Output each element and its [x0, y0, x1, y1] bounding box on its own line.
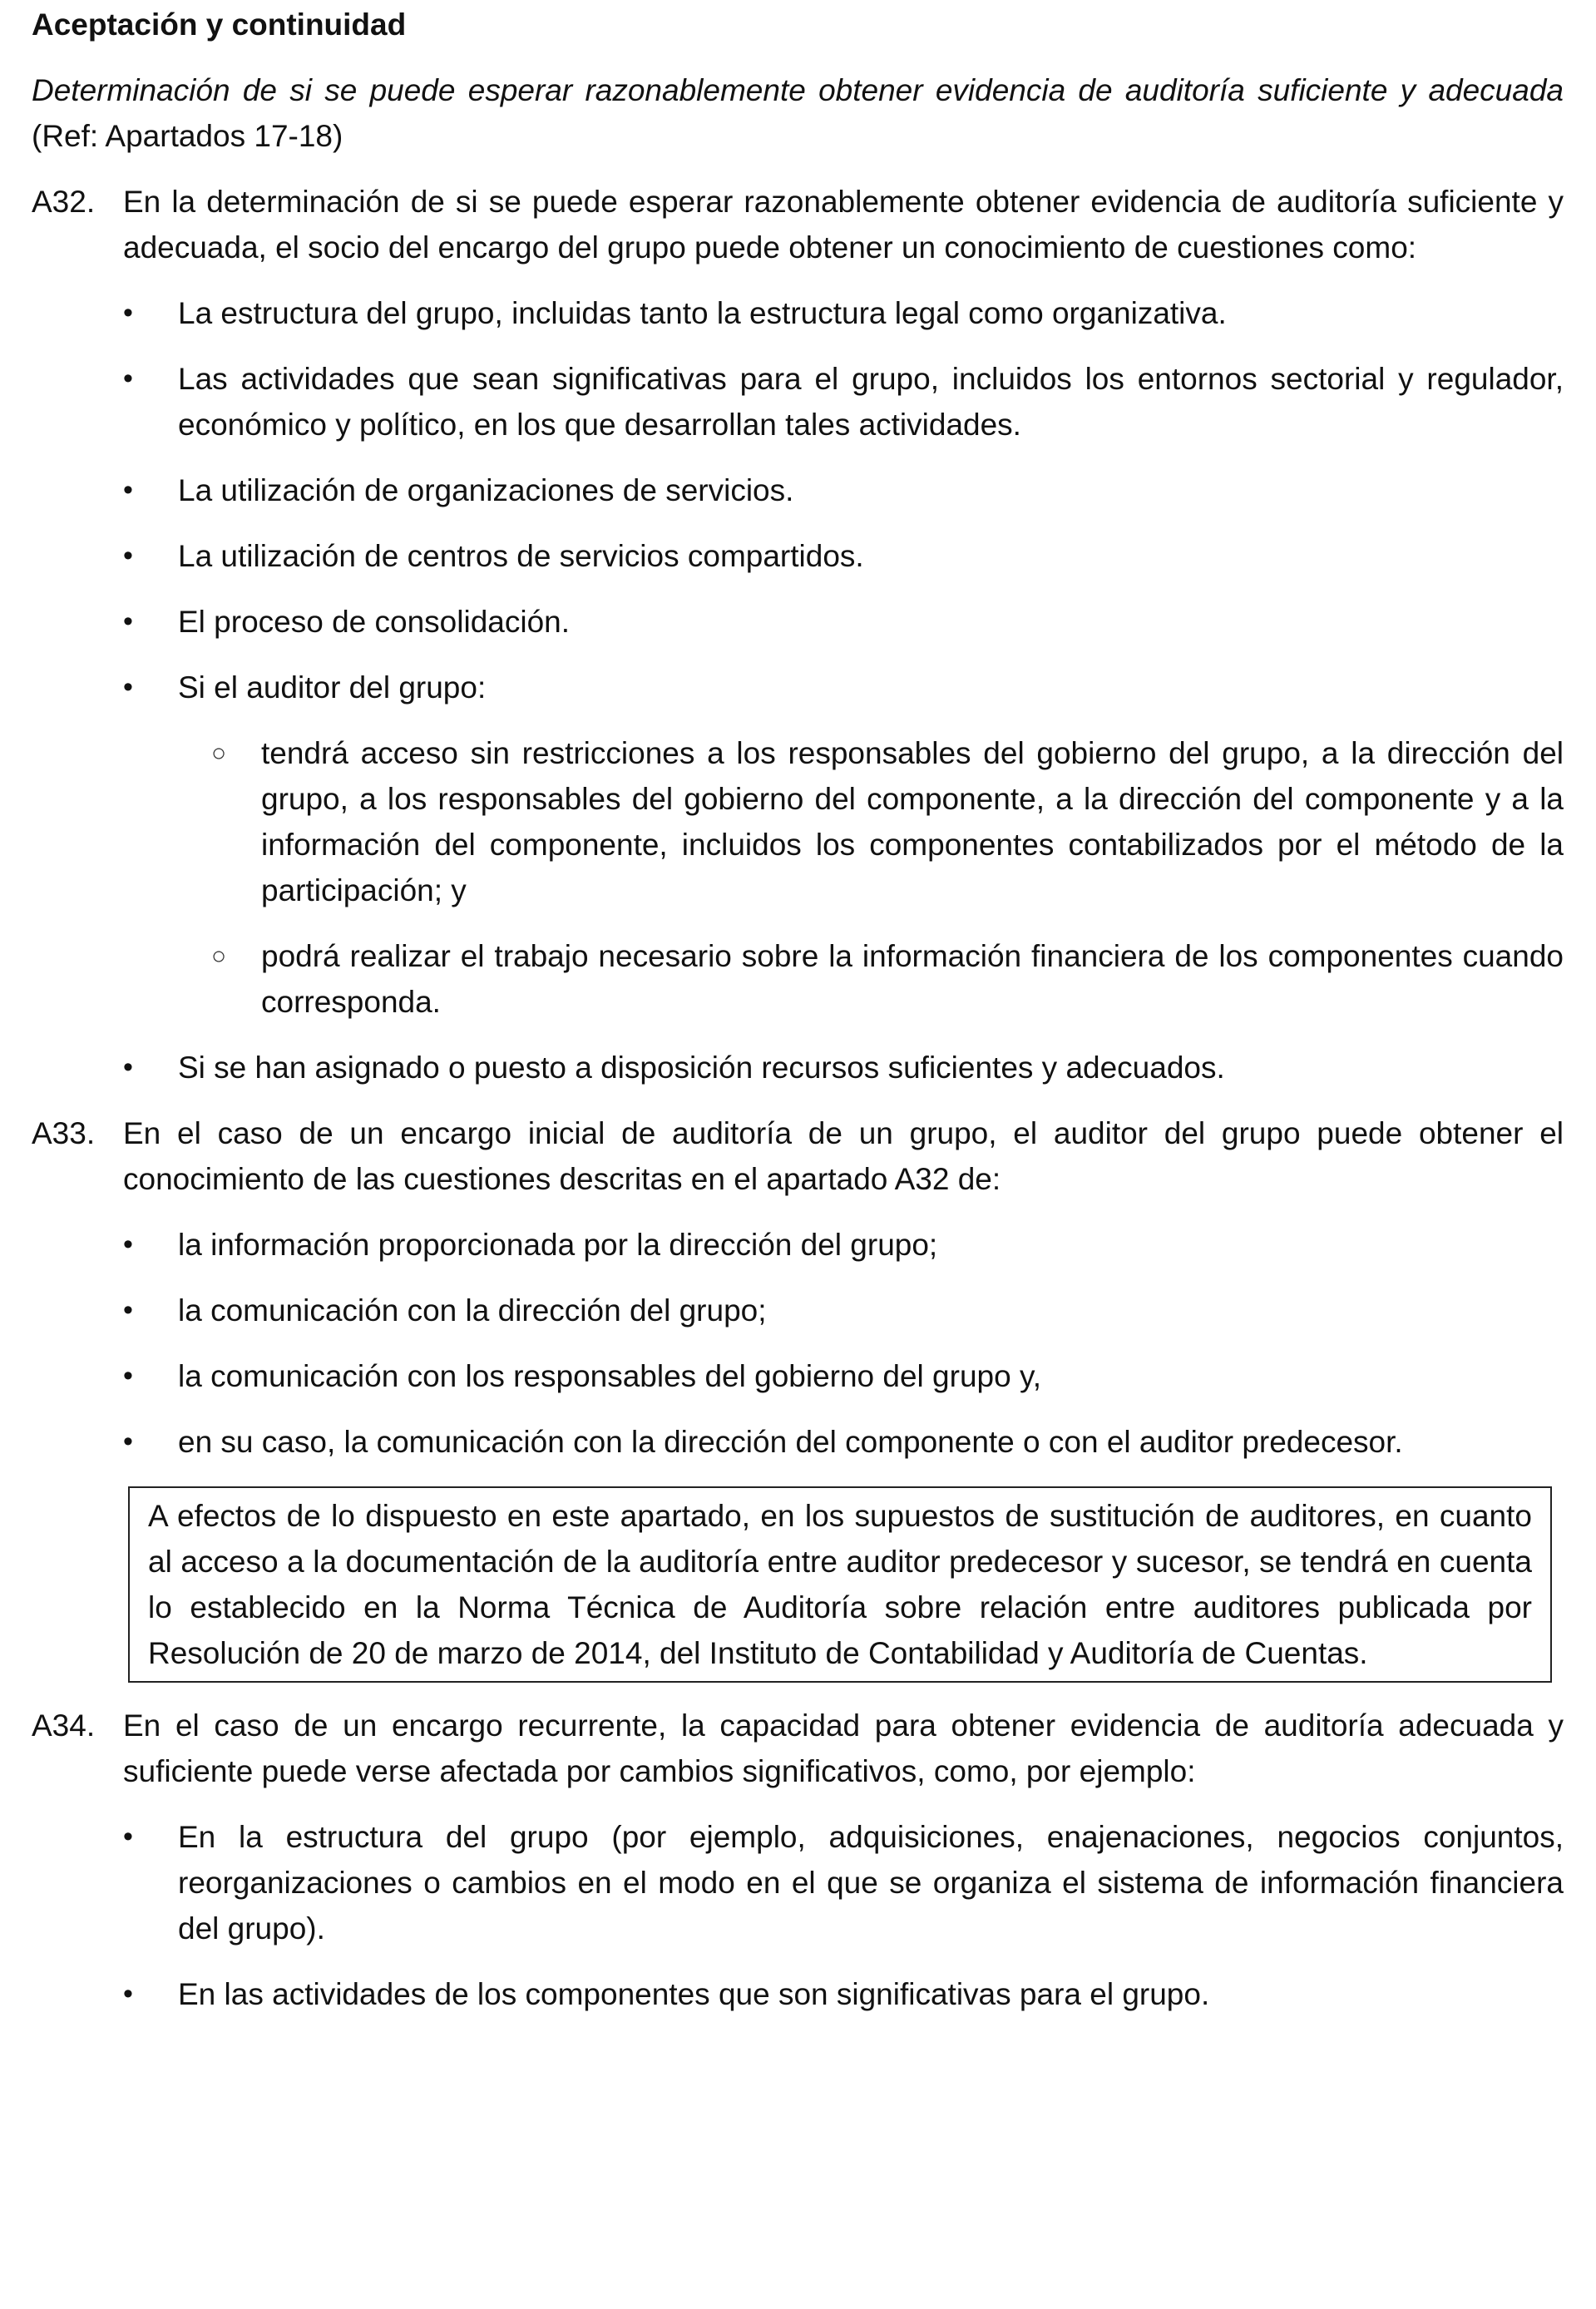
bullet-icon: •	[123, 363, 133, 394]
list-item	[32, 1353, 1564, 1399]
list-item	[32, 1419, 1564, 1465]
paragraph-text: En el caso de un encargo recurrente, la capacidad para obtener evidencia de auditoría adecuada y suficiente puede verse afectada por cambios significativos, como, por ejemplo:	[123, 1708, 1564, 1788]
list-item	[32, 356, 1564, 447]
paragraph-number: A34.	[32, 1708, 96, 1743]
bullet-icon: •	[123, 540, 133, 571]
bullet-icon: •	[123, 671, 133, 703]
hollow-circle-icon: ○	[211, 739, 227, 767]
list-item-text: la información proporcionada por la dirección del grupo;	[178, 1228, 938, 1262]
bullet-icon: •	[123, 1360, 133, 1392]
paragraph-a32	[32, 179, 1564, 270]
list-item	[32, 1045, 1564, 1090]
list-item-text: la comunicación con la dirección del grupo;	[178, 1293, 767, 1328]
paragraph-text: En el caso de un encargo inicial de auditoría de un grupo, el auditor del grupo puede obtener el conocimiento de las cuestiones descritas en el apartado A32 de:	[123, 1116, 1564, 1196]
list-item-text: El proceso de consolidación.	[178, 605, 571, 639]
paragraph-number: A32.	[32, 185, 96, 219]
hollow-circle-icon: ○	[211, 942, 227, 970]
list-item-text: La estructura del grupo, incluidas tanto la estructura legal como organizativa.	[178, 296, 1227, 330]
paragraph-text: En la determinación de si se puede esperar razonablemente obtener evidencia de auditoría suficiente y adecuada, el socio del encargo del grupo puede obtener un conocimiento de cuestiones como:	[123, 185, 1564, 265]
list-item	[32, 599, 1564, 645]
list-item-text: en su caso, la comunicación con la dirección del componente o con el auditor predecesor.	[178, 1425, 1403, 1459]
list-item-text: En las actividades de los componentes que son significativas para el grupo.	[178, 1977, 1210, 2011]
list-item-text: La utilización de centros de servicios compartidos.	[178, 539, 864, 573]
list-item	[32, 533, 1564, 579]
subheading-ref: (Ref: Apartados 17-18)	[32, 119, 343, 153]
bullet-icon: •	[123, 1051, 133, 1083]
bullet-icon: •	[123, 297, 133, 329]
paragraph-number: A33.	[32, 1116, 96, 1150]
list-item-text: La utilización de organizaciones de servicios.	[178, 473, 794, 507]
sub-list-item-text: tendrá acceso sin restricciones a los responsables del gobierno del grupo, a la dirección del grupo, a los responsables del gobierno del componente, a la dirección del componente y a la información del componente, incluidos los componentes contabilizados por el método de la participación; y	[261, 736, 1564, 907]
bullet-icon: •	[123, 1426, 133, 1457]
section-subheading	[32, 67, 1564, 159]
list-item	[32, 665, 1564, 710]
sub-list-item-text: podrá realizar el trabajo necesario sobre la información financiera de los componentes cuando corresponda.	[261, 939, 1564, 1019]
boxed-note: A efectos de lo dispuesto en este apartado, en los supuestos de sustitución de auditores, en cuanto al acceso a la documentación de la auditoría entre auditor predecesor y sucesor, se tendrá en cuenta lo establecido en la Norma Técnica de Auditoría sobre relación entre auditores publicada por Resolución de 20 de marzo de 2014, del Instituto de Contabilidad y Auditoría de Cuentas.	[128, 1486, 1552, 1683]
sub-list-item	[32, 730, 1564, 913]
paragraph-a34	[32, 1703, 1564, 1794]
list-item	[32, 1971, 1564, 2017]
list-item-text: Si el auditor del grupo:	[178, 670, 487, 705]
sub-list-item	[32, 933, 1564, 1025]
list-item	[32, 1814, 1564, 1951]
list-item-text: Las actividades que sean significativas para el grupo, incluidos los entornos sectorial y regulador, económico y político, en los que desarrollan tales actividades.	[178, 362, 1564, 442]
subheading-italic: Determinación de si se puede esperar razonablemente obtener evidencia de auditoría suficiente y adecuada	[32, 73, 1564, 107]
bullet-icon: •	[123, 1978, 133, 2010]
list-item-text: la comunicación con los responsables del gobierno del grupo y,	[178, 1359, 1042, 1393]
bullet-icon: •	[123, 1294, 133, 1326]
section-heading: Aceptación y continuidad	[32, 7, 407, 42]
list-item	[32, 1288, 1564, 1333]
bullet-icon: •	[123, 606, 133, 637]
list-item	[32, 467, 1564, 513]
list-item-text: En la estructura del grupo (por ejemplo, adquisiciones, enajenaciones, negocios conjuntos, reorganizaciones o cambios en el modo en el que se organiza el sistema de información financiera del grupo).	[178, 1820, 1564, 1946]
bullet-icon: •	[123, 1821, 133, 1852]
list-item	[32, 1222, 1564, 1268]
bullet-icon: •	[123, 474, 133, 506]
paragraph-a33	[32, 1110, 1564, 1202]
list-item	[32, 290, 1564, 336]
bullet-icon: •	[123, 1229, 133, 1260]
list-item-text: Si se han asignado o puesto a disposición recursos suficientes y adecuados.	[178, 1051, 1225, 1085]
document-page	[32, 0, 1564, 2017]
